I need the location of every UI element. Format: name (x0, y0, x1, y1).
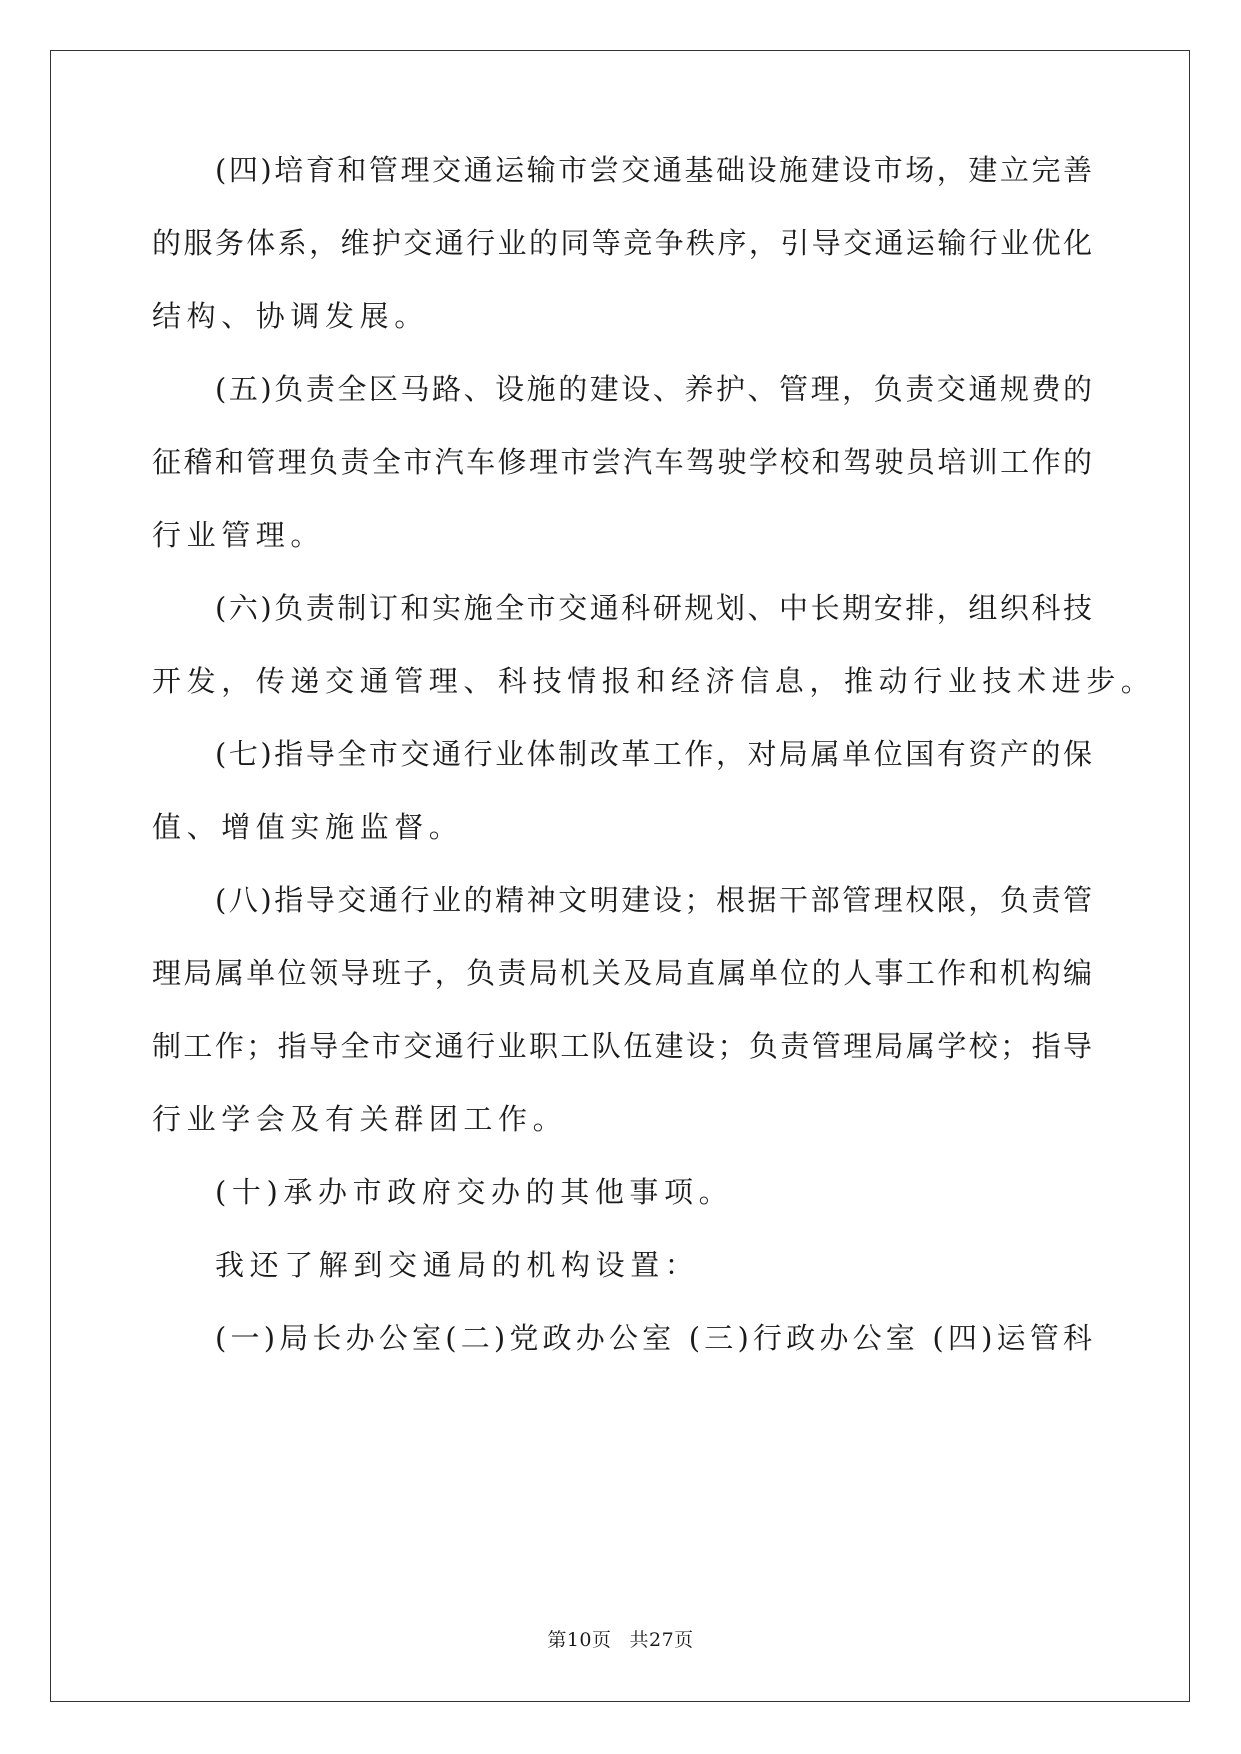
paragraph-8-line-3: 制工作；指导全市交通行业职工队伍建设；负责管理局属学校；指导 (152, 1029, 1092, 1063)
paragraph-6-line-1: (六)负责制订和实施全市交通科研规划、中长期安排，组织科技 (215, 591, 1092, 625)
paragraph-org-list-line-1: (一)局长办公室(二)党政办公室 (三)行政办公室 (四)运管科 (215, 1321, 1092, 1355)
paragraph-4-line-3: 结构、协调发展。 (152, 299, 429, 333)
current-page-label: 第10页 (547, 1629, 612, 1651)
paragraph-5-line-3: 行业管理。 (152, 518, 326, 552)
paragraph-8-line-1: (八)指导交通行业的精神文明建设；根据干部管理权限，负责管 (215, 883, 1092, 917)
paragraph-5-line-2: 征稽和管理负责全市汽车修理市尝汽车驾驶学校和驾驶员培训工作的 (152, 445, 1092, 479)
paragraph-5-line-1: (五)负责全区马路、设施的建设、养护、管理，负责交通规费的 (215, 372, 1092, 406)
paragraph-8-line-4: 行业学会及有关群团工作。 (152, 1102, 568, 1136)
paragraph-7-line-1: (七)指导全市交通行业体制改革工作，对局属单位国有资产的保 (215, 737, 1092, 771)
paragraph-4-line-1: (四)培育和管理交通运输市尝交通基础设施建设市场，建立完善 (215, 153, 1092, 187)
paragraph-7-line-2: 值、增值实施监督。 (152, 810, 464, 844)
paragraph-4-line-2: 的服务体系，维护交通行业的同等竞争秩序，引导交通运输行业优化 (152, 226, 1092, 260)
page-footer (0, 1628, 1241, 1652)
paragraph-8-line-2: 理局属单位领导班子，负责局机关及局直属单位的人事工作和机构编 (152, 956, 1092, 990)
paragraph-10-line-1: (十)承办市政府交办的其他事项。 (215, 1175, 734, 1209)
total-pages-label: 共27页 (629, 1629, 694, 1651)
paragraph-org-intro: 我还了解到交通局的机构设置： (215, 1248, 700, 1282)
paragraph-6-line-2: 开发，传递交通管理、科技情报和经济信息，推动行业技术进步。 (152, 664, 1156, 698)
